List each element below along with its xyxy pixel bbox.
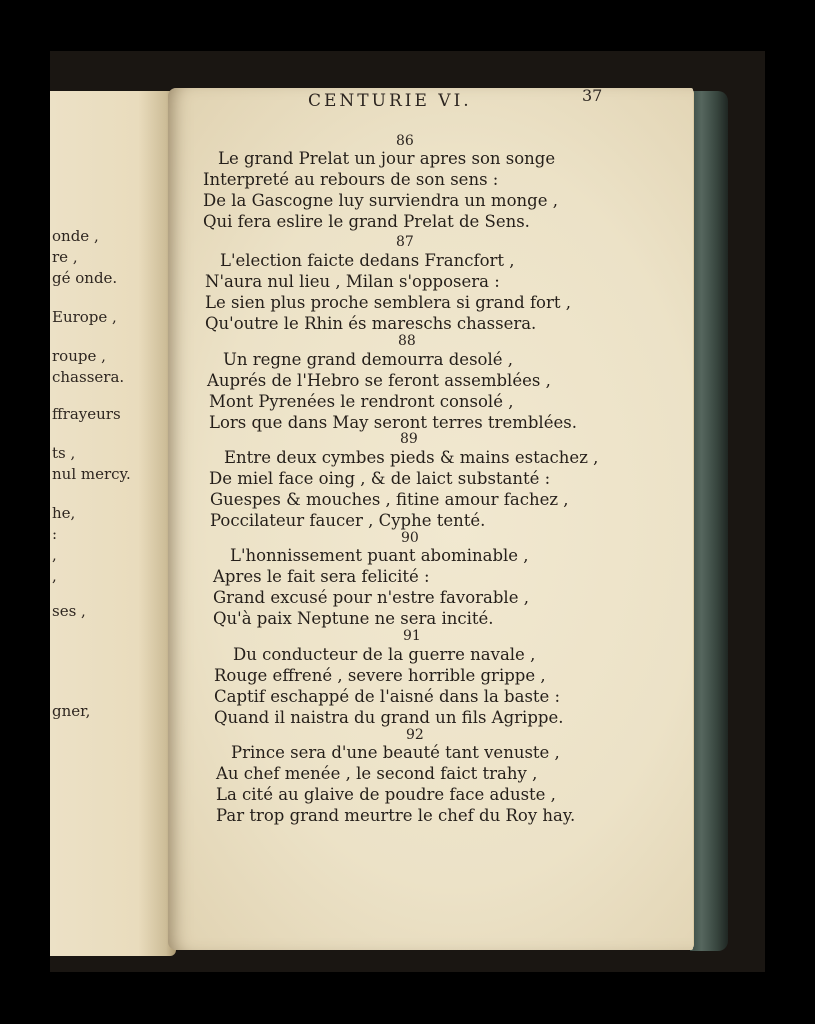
left-fragment: onde , xyxy=(52,227,99,245)
quatrain-number: 88 xyxy=(398,333,416,349)
left-fragment: nul mercy. xyxy=(52,465,131,483)
verse-line: Mont Pyrenées le rendront consolé , xyxy=(209,392,514,411)
verse-line: Guespes & mouches , fitine amour fachez , xyxy=(210,490,569,509)
quatrain-number: 91 xyxy=(403,628,421,644)
book-spine xyxy=(690,91,728,951)
book-photo xyxy=(50,51,765,972)
verse-line: Du conducteur de la guerre navale , xyxy=(233,645,536,664)
verse-line: De la Gascogne luy surviendra un monge , xyxy=(203,191,558,210)
left-fragment: Europe , xyxy=(52,308,117,326)
quatrain-number: 90 xyxy=(401,530,419,546)
verse-line: Apres le fait sera felicité : xyxy=(213,567,430,586)
verse-line: Le sien plus proche semblera si grand fort , xyxy=(205,293,571,312)
quatrain-number: 89 xyxy=(400,431,418,447)
left-fragment: he, xyxy=(52,504,76,522)
verse-line: Quand il naistra du grand un fils Agrippe. xyxy=(214,708,564,727)
left-fragment: chassera. xyxy=(52,368,125,386)
left-fragment: : xyxy=(52,525,58,543)
verse-line: Par trop grand meurtre le chef du Roy hay. xyxy=(216,806,576,825)
verse-line: De miel face oing , & de laict substanté : xyxy=(209,469,551,488)
verse-line: Captif eschappé de l'aisné dans la baste : xyxy=(214,687,561,706)
verse-line: La cité au glaive de poudre face aduste , xyxy=(216,785,556,804)
verse-line: Qui fera eslire le grand Prelat de Sens. xyxy=(203,212,530,231)
verse-line: Au chef menée , le second faict trahy , xyxy=(216,764,538,783)
verse-line: Rouge effrené , severe horrible grippe , xyxy=(214,666,546,685)
left-fragment: gé onde. xyxy=(52,269,118,287)
left-fragment: gner, xyxy=(52,702,91,720)
left-fragment: re , xyxy=(52,248,78,266)
left-fragment: roupe , xyxy=(52,347,106,365)
verse-line: Auprés de l'Hebro se feront assemblées , xyxy=(207,371,551,390)
verse-line: Lors que dans May seront terres tremblées. xyxy=(209,413,577,432)
verse-line: Qu'outre le Rhin és mareschs chassera. xyxy=(205,314,537,333)
left-page xyxy=(50,91,176,956)
verse-line: N'aura nul lieu , Milan s'opposera : xyxy=(205,272,500,291)
verse-line: Poccilateur faucer , Cyphe tenté. xyxy=(210,511,486,530)
verse-line: Qu'à paix Neptune ne sera incité. xyxy=(213,609,494,628)
left-fragment: , xyxy=(52,546,57,564)
verse-line: Interpreté au rebours de son sens : xyxy=(203,170,499,189)
verse-line: Prince sera d'une beauté tant venuste , xyxy=(231,743,560,762)
left-fragment: ffrayeurs xyxy=(52,405,121,423)
verse-line: L'honnissement puant abominable , xyxy=(230,546,529,565)
verse-line: Un regne grand demourra desolé , xyxy=(223,350,513,369)
quatrain-number: 86 xyxy=(396,133,414,149)
verse-line: Le grand Prelat un jour apres son songe xyxy=(218,149,556,168)
page-number: 37 xyxy=(582,86,603,105)
quatrain-number: 92 xyxy=(406,727,424,743)
left-fragment: ts , xyxy=(52,444,76,462)
verse-line: L'election faicte dedans Francfort , xyxy=(220,251,515,270)
verse-line: Grand excusé pour n'estre favorable , xyxy=(213,588,529,607)
running-title: CENTURIE VI. xyxy=(308,91,472,111)
verse-line: Entre deux cymbes pieds & mains estachez , xyxy=(224,448,599,467)
left-fragment: , xyxy=(52,567,57,585)
quatrain-number: 87 xyxy=(396,234,414,250)
left-fragment: ses , xyxy=(52,602,86,620)
